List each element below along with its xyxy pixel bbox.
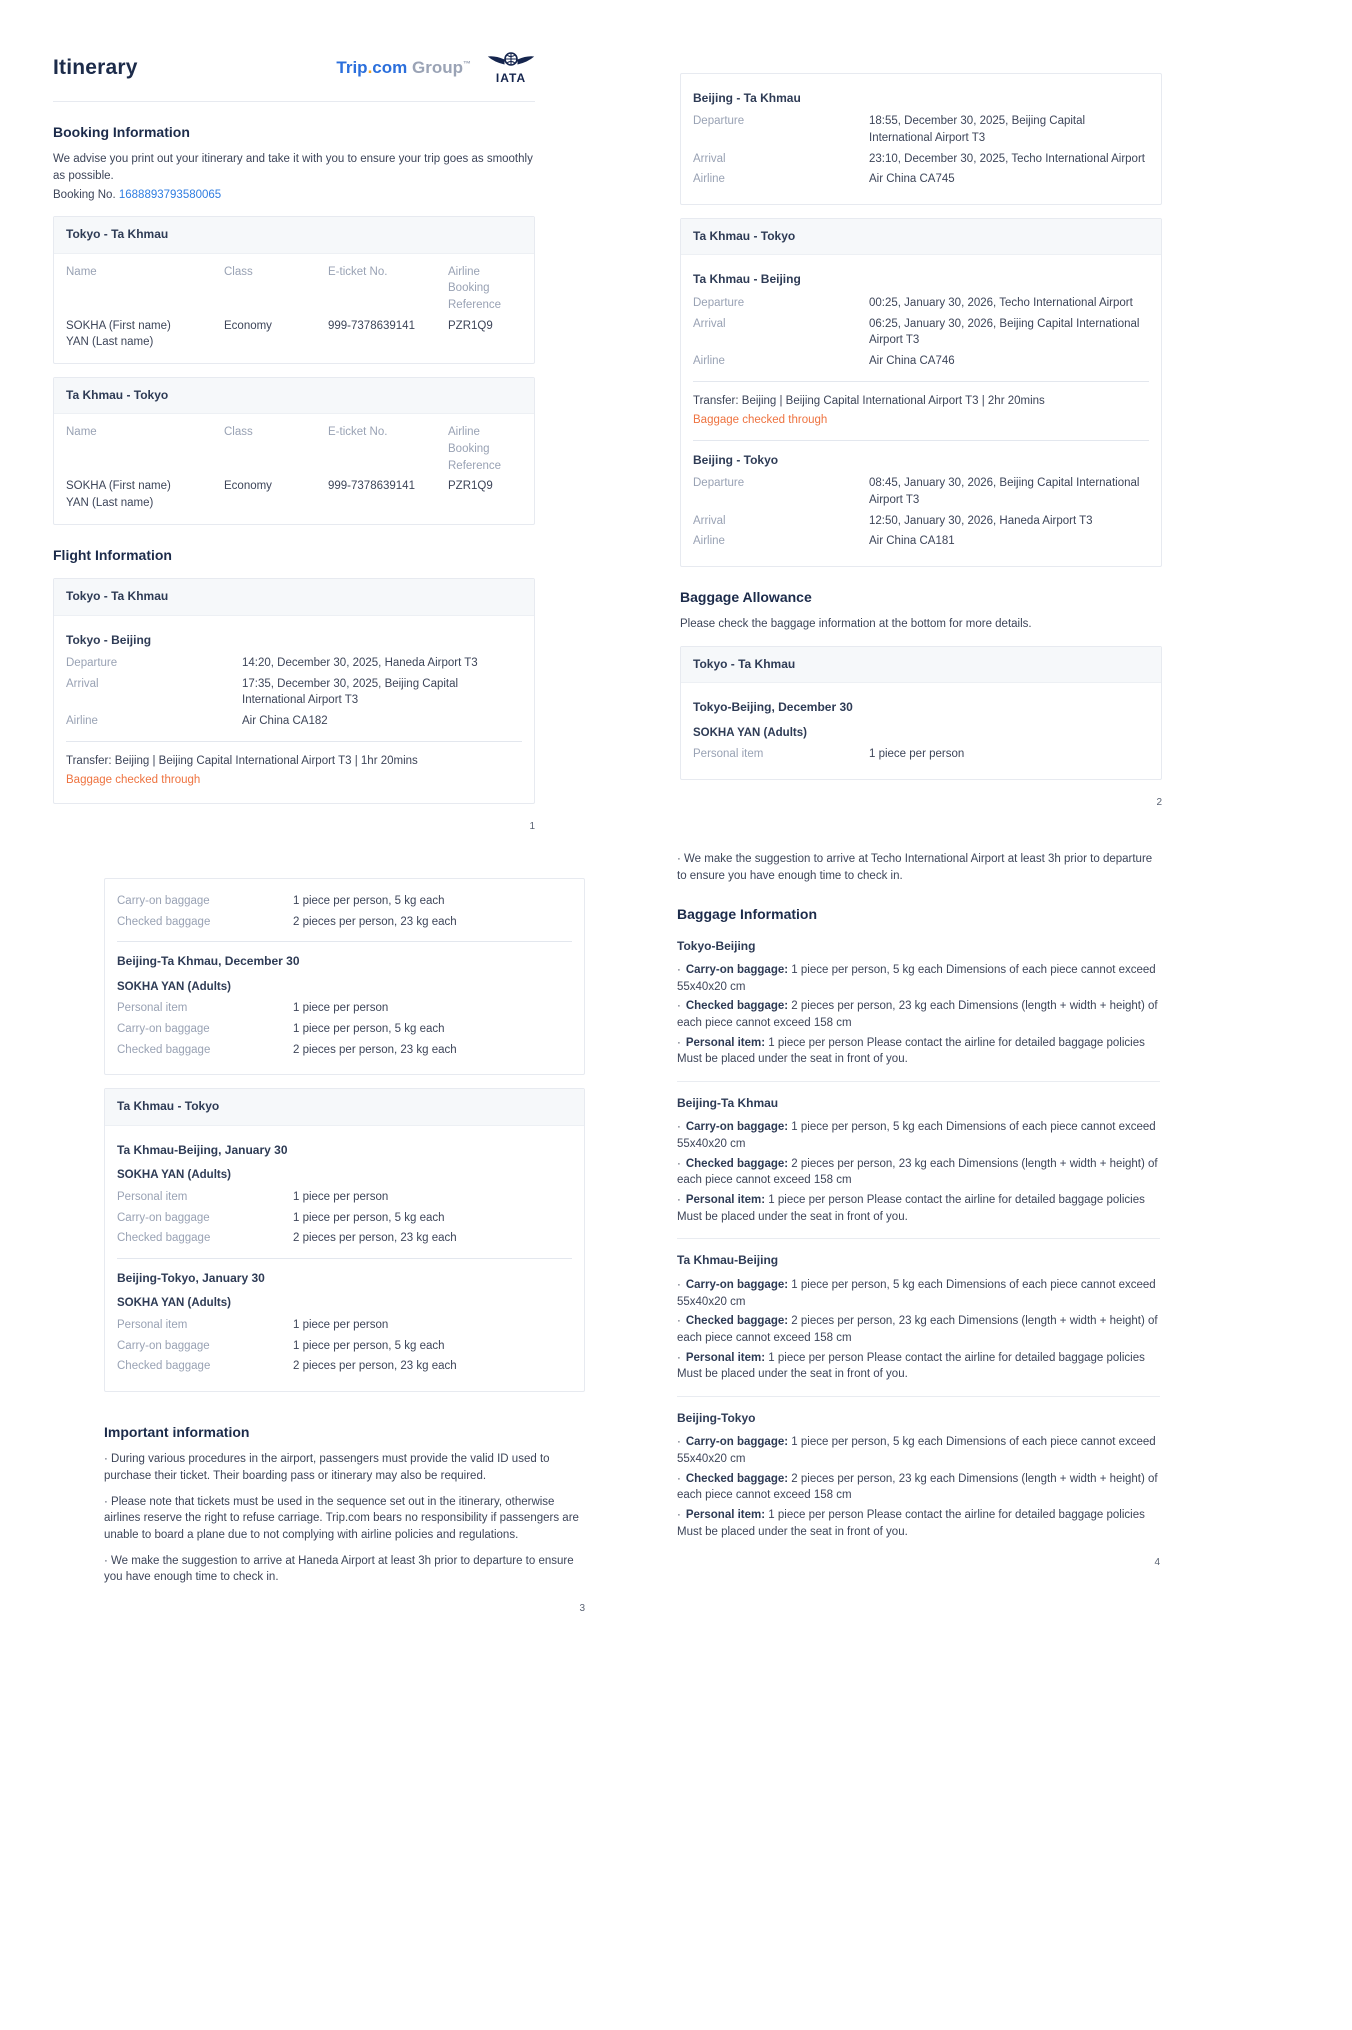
iata-logo-text: IATA — [495, 71, 527, 85]
carry-on-rule-text: 1 piece per person, 5 kg each Dimensions of each piece cannot exceed 55x40x20 cm — [677, 964, 1156, 993]
carry-on-rule — [677, 1434, 1160, 1467]
passenger-name: SOKHA YAN (Adults) — [117, 1169, 231, 1182]
departure-label: Departure — [693, 296, 745, 309]
arrival-row — [693, 151, 1149, 168]
important-bullet: · Please note that tickets must be used in the sequence set out in the itinerary, otherwise airlines reserve the right to refuse carriage. Trip.com bears no responsibility if passengers are unable to board a plane due to not complying with airline policies and regulations. — [104, 1495, 579, 1541]
bullet-dot: · — [677, 1036, 681, 1049]
departure-value: 18:55, December 30, 2025, Beijing Capital International Airport T3 — [869, 115, 1086, 145]
personal-rule-label: Personal item: — [685, 1351, 766, 1364]
bullet-dot: · — [677, 1157, 681, 1170]
segment-title: Tokyo - Beijing — [66, 632, 152, 647]
transfer-info: Transfer: Beijing | Beijing Capital International Airport T3 | 2hr 20mins — [693, 394, 1045, 407]
checked-baggage-value: 2 pieces per person, 23 kg each — [293, 1232, 457, 1245]
airline-value: Air China CA745 — [869, 173, 955, 186]
baggage-route-title: Ta Khmau-Beijing — [677, 1253, 779, 1268]
logo-trademark: ™ — [463, 59, 471, 69]
carry-on-rule-label: Carry-on baggage: — [685, 1121, 789, 1134]
ticket-passenger-name: SOKHA (First name) YAN (Last name) — [66, 319, 171, 349]
important-bullet: · During various procedures in the airport, passengers must provide the valid ID used to purchase their ticket. Their boarding pass or itinerary may also be required. — [104, 1453, 550, 1482]
important-information-heading: Important information — [104, 1423, 250, 1440]
checked-baggage-value: 2 pieces per person, 23 kg each — [293, 915, 457, 928]
col-header-name: Name — [66, 426, 97, 439]
checked-rule — [677, 1156, 1160, 1189]
section-divider — [677, 1238, 1160, 1239]
card-header-route: Ta Khmau - Tokyo — [105, 1089, 584, 1125]
page-3 — [104, 872, 585, 1616]
carry-on-rule-text: 1 piece per person, 5 kg each Dimensions of each piece cannot exceed 55x40x20 cm — [677, 1278, 1156, 1308]
personal-rule — [677, 1035, 1160, 1068]
ticket-eticket-no: 999-7378639141 — [328, 480, 415, 493]
arrival-value: 12:50, January 30, 2026, Haneda Airport T3 — [869, 514, 1093, 527]
allowance-card-body — [105, 879, 584, 1074]
flight-card-return — [680, 218, 1162, 567]
departure-value: 08:45, January 30, 2026, Beijing Capital International Airport T3 — [869, 477, 1140, 506]
carry-on-row — [117, 893, 572, 910]
carry-on-value: 1 piece per person, 5 kg each — [293, 1023, 445, 1036]
col-header-name: Name — [66, 265, 97, 278]
airline-value: Air China CA182 — [242, 714, 328, 727]
checked-rule-label: Checked baggage: — [685, 1472, 789, 1485]
iata-logo-icon — [487, 51, 535, 85]
important-bullet: · We make the suggestion to arrive at Haneda Airport at least 3h prior to departure to ensure you have enough time to check in. — [104, 1554, 574, 1584]
ticket-passenger-name: SOKHA (First name) YAN (Last name) — [66, 480, 171, 510]
divider — [117, 941, 572, 942]
airline-label: Airline — [693, 173, 725, 186]
col-header-eticket: E-ticket No. — [328, 426, 388, 439]
carry-on-value: 1 piece per person, 5 kg each — [293, 1339, 445, 1352]
personal-item-label: Personal item — [117, 1190, 188, 1203]
page-number: 1 — [529, 820, 535, 832]
flight-card-body — [681, 74, 1161, 204]
carry-on-rule-label: Carry-on baggage: — [685, 1436, 789, 1449]
personal-item-row — [117, 1189, 572, 1206]
checked-rule-label: Checked baggage: — [685, 1000, 789, 1013]
logo-com-text: com — [372, 57, 408, 77]
divider — [693, 440, 1149, 441]
allowance-card-body — [681, 683, 1161, 779]
departure-label: Departure — [693, 115, 745, 128]
carry-on-rule — [677, 1119, 1160, 1152]
segment-title: Beijing - Ta Khmau — [693, 91, 801, 105]
carry-on-label: Carry-on baggage — [117, 1211, 210, 1224]
bullet-dot: · — [677, 964, 681, 977]
booking-note: We advise you print out your itinerary and take it with you to ensure your trip goes as smoothly as possible. — [53, 153, 533, 182]
checked-baggage-row — [117, 1358, 572, 1375]
carry-on-value: 1 piece per person, 5 kg each — [293, 895, 445, 907]
card-header-route: Tokyo - Ta Khmau — [54, 217, 534, 253]
ticket-booking-reference: PZR1Q9 — [448, 480, 493, 493]
allowance-card-body — [105, 1126, 584, 1391]
allowance-card-outbound-continued — [104, 878, 585, 1075]
flight-card-outbound — [53, 578, 535, 804]
passenger-name: SOKHA YAN (Adults) — [693, 726, 807, 739]
baggage-route-title: Tokyo-Beijing — [677, 938, 756, 953]
checked-rule-text: 2 pieces per person, 23 kg each Dimensions (length + width + height) of each piece cannot exceed 158 cm — [677, 1315, 1158, 1344]
ticket-table — [54, 254, 534, 363]
checked-baggage-row — [117, 1042, 572, 1059]
section-divider — [677, 1081, 1160, 1082]
personal-item-label: Personal item — [117, 1002, 188, 1015]
tripcom-group-logo — [336, 56, 471, 81]
booking-number-label: Booking No. — [53, 188, 116, 201]
allowance-segment-title: Beijing-Tokyo, January 30 — [117, 1270, 265, 1285]
baggage-checked-note: Baggage checked through — [693, 414, 828, 427]
carry-on-label: Carry-on baggage — [117, 1339, 210, 1352]
page-number: 4 — [1154, 1557, 1160, 1569]
bullet-dot: · — [677, 1436, 681, 1449]
personal-item-row — [117, 1317, 572, 1334]
personal-item-label: Personal item — [693, 748, 764, 761]
carry-on-row — [117, 1210, 572, 1227]
card-header-route: Tokyo - Ta Khmau — [681, 647, 1161, 683]
personal-rule-label: Personal item: — [685, 1036, 766, 1049]
logo-group-text: Group — [412, 57, 463, 77]
departure-value: 00:25, January 30, 2026, Techo International Airport — [869, 296, 1133, 309]
departure-row — [693, 295, 1149, 312]
ticket-eticket-no: 999-7378639141 — [328, 319, 415, 332]
ticket-class: Economy — [224, 319, 272, 332]
bullet-dot: · — [677, 1194, 681, 1207]
page-title: Itinerary — [53, 55, 138, 79]
checked-rule-label: Checked baggage: — [685, 1315, 789, 1328]
col-header-eticket: E-ticket No. — [328, 265, 388, 278]
personal-rule — [677, 1350, 1160, 1383]
checked-rule-text: 2 pieces per person, 23 kg each Dimensions (length + width + height) of each piece cannot exceed 158 cm — [677, 1000, 1158, 1030]
checked-rule-label: Checked baggage: — [685, 1157, 789, 1170]
personal-rule-text: 1 piece per person Please contact the airline for detailed baggage policies Must be placed under the seat in front of you. — [677, 1036, 1145, 1066]
bullet-dot: · — [677, 1278, 681, 1291]
baggage-route-title: Beijing-Ta Khmau — [677, 1096, 779, 1111]
checked-baggage-row — [117, 1230, 572, 1247]
allowance-segment-title: Tokyo-Beijing, December 30 — [693, 700, 853, 715]
page-number: 3 — [579, 1602, 585, 1614]
important-bullet: · We make the suggestion to arrive at Techo International Airport at least 3h prior to departure to ensure you have enough time to check in. — [677, 853, 1153, 882]
carry-on-label: Carry-on baggage — [117, 1023, 210, 1036]
booking-number-link[interactable]: 1688893793580065 — [118, 188, 222, 201]
personal-item-value: 1 piece per person — [293, 1318, 389, 1331]
section-divider — [677, 1396, 1160, 1397]
carry-on-value: 1 piece per person, 5 kg each — [293, 1211, 445, 1224]
flight-card-body — [681, 255, 1161, 566]
airline-row — [66, 713, 522, 730]
airline-value: Air China CA181 — [869, 535, 955, 548]
arrival-label: Arrival — [693, 152, 726, 165]
baggage-info-section — [677, 1095, 1160, 1225]
col-header-class: Class — [224, 426, 253, 439]
bullet-dot: · — [677, 1000, 681, 1013]
page-number: 2 — [1156, 797, 1162, 809]
arrival-row — [693, 316, 1149, 349]
arrival-value: 17:35, December 30, 2025, Beijing Capital International Airport T3 — [242, 677, 459, 707]
checked-baggage-row — [117, 914, 572, 931]
ticket-class: Economy — [224, 480, 272, 493]
departure-label: Departure — [66, 656, 118, 669]
page-2 — [680, 45, 1162, 811]
checked-rule — [677, 1471, 1160, 1504]
personal-rule — [677, 1192, 1160, 1225]
departure-label: Departure — [693, 477, 745, 490]
carry-on-rule-text: 1 piece per person, 5 kg each Dimensions of each piece cannot exceed 55x40x20 cm — [677, 1436, 1156, 1465]
arrival-row — [66, 676, 522, 709]
airline-value: Air China CA746 — [869, 354, 955, 367]
carry-on-rule-label: Carry-on baggage: — [685, 964, 789, 977]
ticket-booking-reference: PZR1Q9 — [448, 319, 493, 332]
ticket-table — [54, 414, 534, 523]
passenger-name: SOKHA YAN (Adults) — [117, 1297, 231, 1310]
baggage-info-section — [677, 1252, 1160, 1382]
segment-title: Ta Khmau - Beijing — [693, 272, 801, 287]
ticket-card-outbound — [53, 216, 535, 364]
logo-row — [336, 51, 535, 85]
passenger-name: SOKHA YAN (Adults) — [117, 980, 231, 993]
personal-rule-text: 1 piece per person Please contact the airline for detailed baggage policies Must be placed under the seat in front of you. — [677, 1194, 1145, 1223]
personal-rule-text: 1 piece per person Please contact the airline for detailed baggage policies Must be placed under the seat in front of you. — [677, 1508, 1145, 1538]
airline-label: Airline — [66, 714, 98, 727]
baggage-route-title: Beijing-Tokyo — [677, 1410, 756, 1425]
card-header-route: Ta Khmau - Tokyo — [681, 219, 1161, 255]
personal-rule-text: 1 piece per person Please contact the airline for detailed baggage policies Must be placed under the seat in front of you. — [677, 1351, 1145, 1381]
departure-value: 14:20, December 30, 2025, Haneda Airport T3 — [242, 656, 478, 669]
personal-rule — [677, 1507, 1160, 1540]
allowance-card-return — [104, 1088, 585, 1392]
departure-row — [693, 475, 1149, 508]
arrival-label: Arrival — [693, 317, 726, 330]
checked-baggage-value: 2 pieces per person, 23 kg each — [293, 1360, 457, 1373]
carry-on-rule-text: 1 piece per person, 5 kg each Dimensions of each piece cannot exceed 55x40x20 cm — [677, 1121, 1156, 1151]
checked-baggage-label: Checked baggage — [117, 1232, 211, 1245]
airline-row — [693, 171, 1149, 188]
col-header-class: Class — [224, 265, 253, 278]
page-4 — [677, 842, 1160, 1571]
airline-label: Airline — [693, 535, 725, 548]
baggage-allowance-note: Please check the baggage information at the bottom for more details. — [680, 618, 1032, 631]
allowance-segment-title: Ta Khmau-Beijing, January 30 — [117, 1142, 288, 1157]
transfer-info: Transfer: Beijing | Beijing Capital International Airport T3 | 1hr 20mins — [66, 754, 418, 767]
departure-row — [693, 113, 1149, 146]
checked-rule — [677, 1313, 1160, 1346]
arrival-label: Arrival — [693, 514, 726, 527]
document-header — [53, 45, 535, 102]
checked-rule-text: 2 pieces per person, 23 kg each Dimensions (length + width + height) of each piece cannot exceed 158 cm — [677, 1157, 1158, 1187]
arrival-row — [693, 513, 1149, 530]
checked-rule — [677, 998, 1160, 1031]
divider — [693, 381, 1149, 382]
baggage-info-section — [677, 938, 1160, 1068]
personal-item-row — [693, 746, 1149, 763]
bullet-dot: · — [677, 1121, 681, 1134]
col-header-reference: Airline Booking Reference — [448, 265, 502, 312]
page-1 — [53, 45, 535, 834]
baggage-checked-note: Baggage checked through — [66, 774, 201, 787]
booking-information-heading: Booking Information — [53, 124, 190, 140]
bullet-dot: · — [677, 1315, 681, 1328]
bullet-dot: · — [677, 1508, 681, 1521]
bullet-dot: · — [677, 1472, 681, 1485]
segment-title: Beijing - Tokyo — [693, 452, 779, 467]
baggage-info-section — [677, 1410, 1160, 1540]
carry-on-rule — [677, 1277, 1160, 1310]
booking-number-line — [53, 187, 535, 204]
personal-rule-label: Personal item: — [685, 1194, 766, 1207]
baggage-allowance-heading: Baggage Allowance — [680, 588, 812, 605]
col-header-reference: Airline Booking Reference — [448, 426, 502, 472]
bullet-dot: · — [677, 1351, 681, 1364]
checked-baggage-label: Checked baggage — [117, 1043, 211, 1056]
arrival-value: 06:25, January 30, 2026, Beijing Capital International Airport T3 — [869, 317, 1140, 347]
carry-on-rule-label: Carry-on baggage: — [685, 1278, 789, 1291]
carry-on-row — [117, 1021, 572, 1038]
flight-card-body — [54, 616, 534, 803]
divider — [117, 1258, 572, 1259]
divider — [66, 741, 522, 742]
airline-row — [693, 533, 1149, 550]
personal-item-value: 1 piece per person — [293, 1002, 389, 1015]
baggage-information-heading: Baggage Information — [677, 906, 818, 923]
personal-item-row — [117, 1000, 572, 1017]
arrival-label: Arrival — [66, 677, 99, 690]
ticket-card-return — [53, 377, 535, 525]
logo-trip-text: Trip — [336, 57, 368, 77]
personal-item-value: 1 piece per person — [293, 1190, 389, 1203]
checked-baggage-label: Checked baggage — [117, 915, 211, 928]
allowance-card-outbound — [680, 646, 1162, 780]
logo-dot: . — [367, 57, 373, 77]
carry-on-rule — [677, 962, 1160, 995]
arrival-value: 23:10, December 30, 2025, Techo International Airport — [869, 152, 1145, 165]
carry-on-label: Carry-on baggage — [117, 895, 210, 907]
flight-card-outbound-continued — [680, 73, 1162, 205]
allowance-segment-title: Beijing-Ta Khmau, December 30 — [117, 954, 300, 969]
carry-on-row — [117, 1338, 572, 1355]
airline-label: Airline — [693, 354, 725, 367]
personal-item-value: 1 piece per person — [869, 748, 965, 761]
airline-row — [693, 353, 1149, 370]
card-header-route: Tokyo - Ta Khmau — [54, 579, 534, 615]
checked-baggage-label: Checked baggage — [117, 1360, 211, 1373]
card-header-route: Ta Khmau - Tokyo — [54, 378, 534, 414]
personal-item-label: Personal item — [117, 1318, 188, 1331]
checked-baggage-value: 2 pieces per person, 23 kg each — [293, 1043, 457, 1056]
departure-row — [66, 655, 522, 672]
flight-information-heading: Flight Information — [53, 546, 172, 563]
checked-rule-text: 2 pieces per person, 23 kg each Dimensions (length + width + height) of each piece cannot exceed 158 cm — [677, 1472, 1158, 1502]
personal-rule-label: Personal item: — [685, 1508, 766, 1521]
